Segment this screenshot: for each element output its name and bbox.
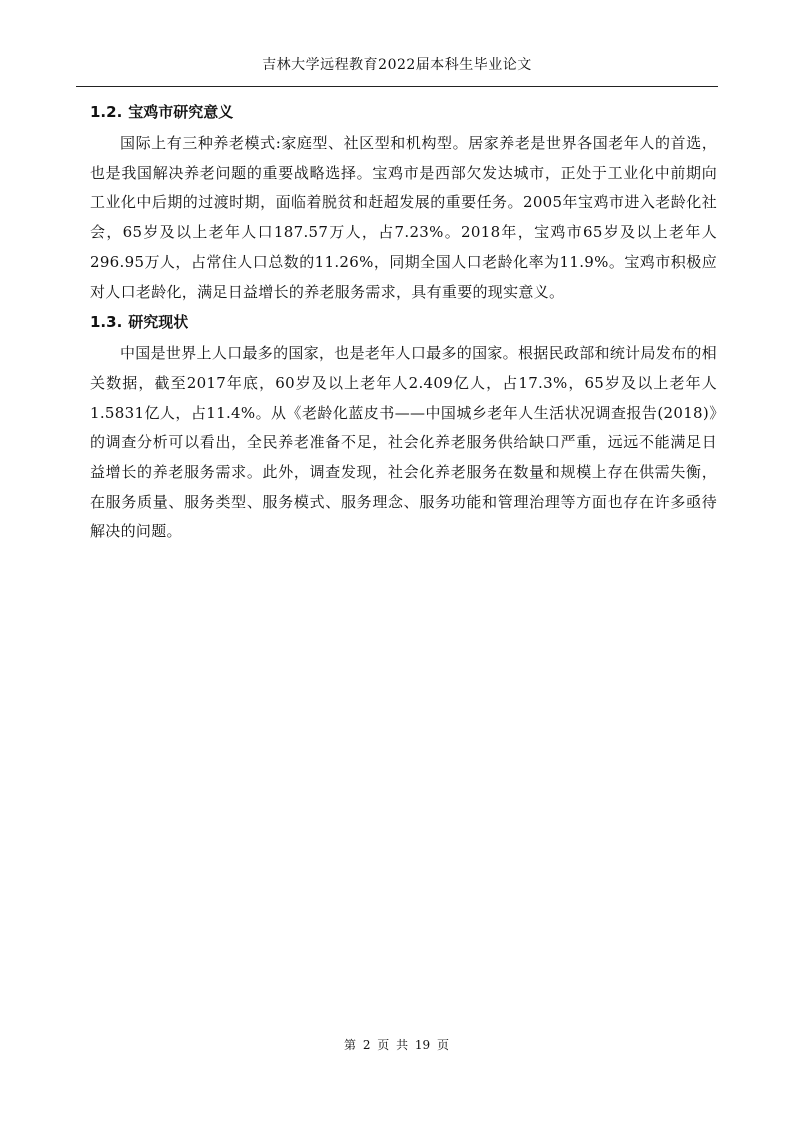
page-footer <box>0 1038 793 1052</box>
section-number: 1.2. <box>90 103 123 121</box>
section-title: 宝鸡市研究意义 <box>128 103 234 121</box>
section-heading-significance <box>90 100 717 124</box>
section-number: 1.3. <box>90 313 123 332</box>
section-paragraph-status: 中国是世界上人口最多的国家，也是老年人口最多的国家。根据民政部和统计局发布的相关数据，截至2017年底，60岁及以上老年人2.409亿人，占17.3%，65岁及以上老年人1.5831亿人，占11.4%。从《老龄化蓝皮书——中国城乡老年人生活状况调查报告(2018)》的调查分析可以看出，全民养老准备不足，社会化养老服务供给缺口严重，远远不能满足日益增长的养老服务需求。此外，调查发现，社会化养老服务在数量和规模上存在供需失衡，在服务质量、服务类型、服务模式、服务理念、服务功能和管理治理等方面也存在许多亟待解决的问题。 <box>90 344 717 541</box>
section-heading-status <box>90 310 717 334</box>
section-paragraph-significance: 国际上有三种养老模式:家庭型、社区型和机构型。居家养老是世界各国老年人的首选，也是我国解决养老问题的重要战略选择。宝鸡市是西部欠发达城市，正处于工业化中前期向工业化中后期的过渡时期，面临着脱贫和赶超发展的重要任务。2005年宝鸡市进入老龄化社会，65岁及以上老年人口187.57万人，占7.23%。2018年，宝鸡市65岁及以上老年人296.95万人，占常住人口总数的11.26%，同期全国人口老龄化率为11.9%。宝鸡市积极应对人口老龄化，满足日益增长的养老服务需求，具有重要的现实意义。 <box>90 134 717 301</box>
page-number-label: 第 2 页 共 19 页 <box>344 1038 449 1052</box>
page-header <box>76 56 718 87</box>
document-body <box>90 100 717 547</box>
section-title: 研究现状 <box>128 313 189 332</box>
header-title: 吉林大学远程教育2022届本科生毕业论文 <box>262 57 532 73</box>
